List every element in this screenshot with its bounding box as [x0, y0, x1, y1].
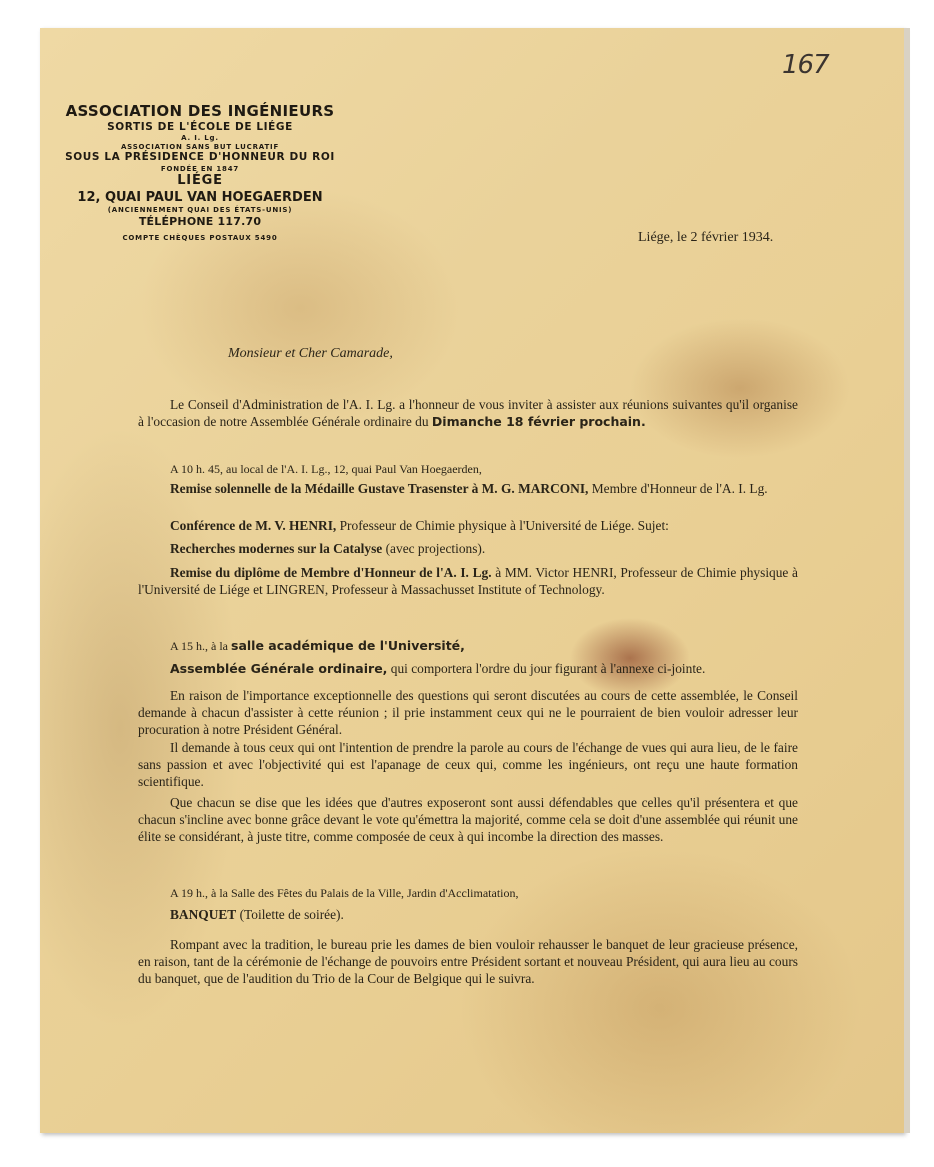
- evening-heading: A 19 h., à la Salle des Fêtes du Palais de la Ville, Jardin d'Acclimatation,: [170, 886, 519, 900]
- folio-number: 167: [782, 50, 829, 80]
- letterhead-account: COMPTE CHÈQUES POSTAUX 5490: [122, 234, 278, 243]
- morning-item-conference-rest: Professeur de Chimie physique à l'Université de Liége. Sujet:: [336, 518, 669, 533]
- morning-heading: A 10 h. 45, au local de l'A. I. Lg., 12, quai Paul Van Hoegaerden,: [170, 462, 482, 476]
- letterhead: [60, 102, 340, 243]
- morning-item-medal: [138, 480, 798, 497]
- letterhead-city: LIÉGE: [177, 173, 223, 189]
- evening-paragraph-1: Rompant avec la tradition, le bureau prie les dames de bien vouloir rehausser le banquet de leur gracieuse présence, en raison, tant de la cérémonie de l'échange de pouvoirs entre Président sortant et nouveau Président, qui aura lieu au cours du banquet, que de l'audition du Trio de la Cour de Belgique qui le suivra.: [138, 937, 798, 986]
- letterhead-address: 12, QUAI PAUL VAN HOEGAERDEN: [77, 189, 323, 205]
- afternoon-heading: [170, 638, 465, 654]
- afternoon-item-assembly: [138, 660, 798, 677]
- page-edge: [904, 28, 910, 1133]
- afternoon-paragraph-2: Il demande à tous ceux qui ont l'intention de prendre la parole au cours de l'échange de vues qui aura lieu, de le faire sans passion et avec l'objectivité qui est l'apanage de ceux qui, comme les ingénieurs, ont reçu une haute formation scientifique.: [138, 740, 798, 789]
- afternoon-heading-bold: salle académique de l'Université,: [231, 638, 465, 653]
- morning-item-medal-title: Remise solennelle de la Médaille Gustave Trasenster à M. G. MARCONI,: [170, 481, 589, 496]
- letterhead-founded: FONDÉE EN 1847: [160, 164, 240, 173]
- morning-item-subject-rest: (avec projections).: [382, 541, 486, 556]
- morning-item-medal-rest: Membre d'Honneur de l'A. I. Lg.: [588, 481, 768, 496]
- letterhead-acronym: A. I. Lg.: [181, 133, 219, 142]
- letter-page: [40, 28, 904, 1133]
- intro-text: Le Conseil d'Administration de l'A. I. Lg. a l'honneur de vous inviter à assister aux réunions suivantes qu'il organise à l'occasion de notre Assemblée Générale ordinaire du: [138, 397, 798, 429]
- morning-item-diploma: [138, 564, 798, 598]
- letterhead-patronage: SOUS LA PRÉSIDENCE D'HONNEUR DU ROI: [65, 151, 335, 164]
- letterhead-phone: TÉLÉPHONE 117.70: [138, 214, 262, 228]
- letterhead-former-address: (ANCIENNEMENT QUAI DES ÉTATS-UNIS): [107, 205, 293, 214]
- morning-item-subject: [138, 540, 798, 557]
- salutation: Monsieur et Cher Camarade,: [228, 346, 393, 361]
- afternoon-paragraph-3: Que chacun se dise que les idées que d'autres exposeront sont aussi défendables que celles qu'il présentera et que chacun s'incline avec bonne grâce devant le vote qu'émettra la majorité, comme cela se doit d'une assemblée qui réunit une élite se considérant, à juste titre, comme composée de ceux à qui incombe la direction des masses.: [138, 795, 798, 844]
- morning-item-conference: [138, 517, 798, 534]
- evening-item-banquet-rest: (Toilette de soirée).: [236, 907, 344, 922]
- morning-item-subject-title: Recherches modernes sur la Catalyse: [170, 541, 383, 556]
- evening-item-banquet: [138, 906, 798, 923]
- morning-item-diploma-title: Remise du diplôme de Membre d'Honneur de l'A. I. Lg.: [170, 565, 492, 580]
- afternoon-paragraph-1: En raison de l'importance exceptionnelle des questions qui seront discutées au cours de cette assemblée, le Conseil demande à chacun d'assister à cette réunion ; il prie instamment ceux qui ne le pourraient de bien vouloir adresser leur procuration à notre Président Général.: [138, 688, 798, 737]
- afternoon-item-assembly-title: Assemblée Générale ordinaire,: [170, 661, 388, 676]
- afternoon-item-assembly-rest: qui comportera l'ordre du jour figurant à l'annexe ci-jointe.: [387, 661, 706, 676]
- letterhead-name: ASSOCIATION DES INGÉNIEURS: [65, 102, 335, 120]
- letter-date: Liége, le 2 février 1934.: [638, 230, 774, 245]
- letterhead-origin: SORTIS DE L'ÉCOLE DE LIÉGE: [107, 120, 293, 133]
- evening-item-banquet-title: BANQUET: [170, 907, 237, 922]
- intro-paragraph: [138, 396, 798, 430]
- afternoon-heading-plain: A 15 h., à la: [170, 639, 231, 653]
- intro-emphasis: Dimanche 18 février prochain.: [431, 414, 646, 429]
- letterhead-status: ASSOCIATION SANS BUT LUCRATIF: [120, 142, 280, 151]
- morning-item-diploma-rest: à MM. Victor HENRI, Professeur de Chimie physique à l'Université de Liége et LINGREN, Professeur à Massachusset Institute of Technology.: [138, 565, 798, 597]
- morning-item-conference-title: Conférence de M. V. HENRI,: [170, 518, 337, 533]
